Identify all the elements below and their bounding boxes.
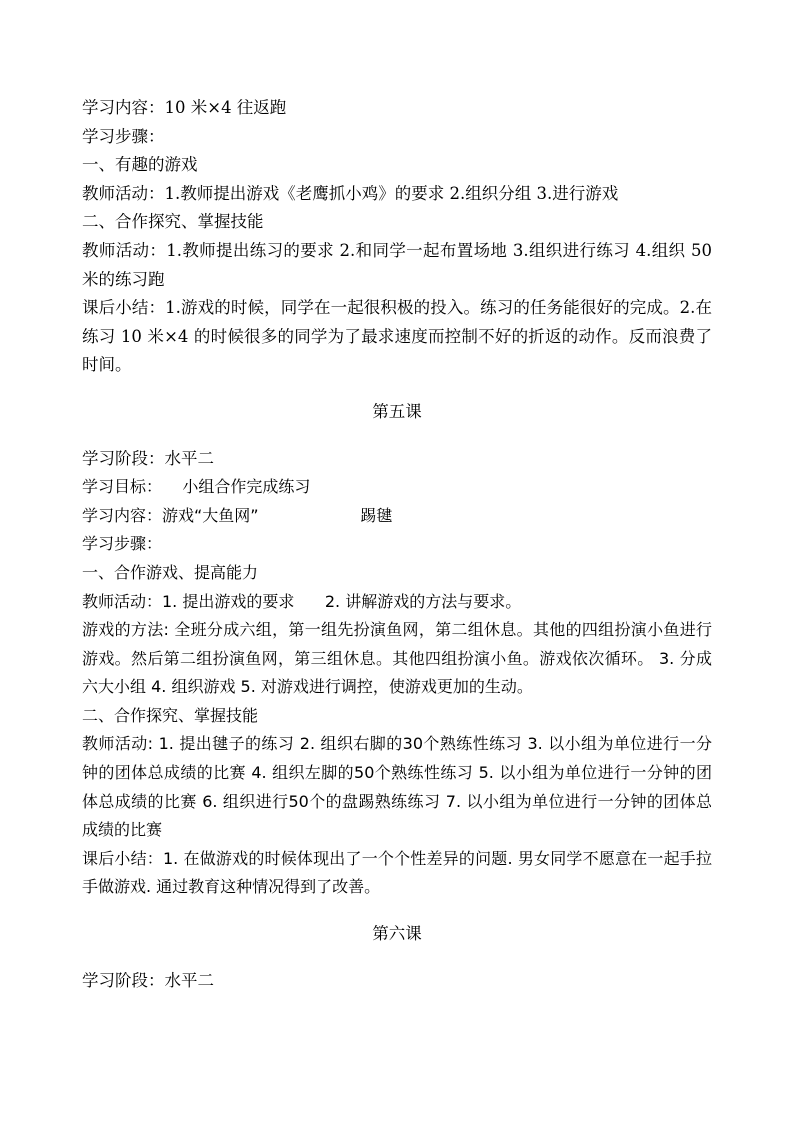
lesson6-stage: 学习阶段：水平二 <box>82 970 214 990</box>
lesson5-steps-label: 学习步骤： <box>82 534 163 554</box>
lesson5-content: 学习内容：游戏“大鱼网” 踢毽 <box>82 505 393 525</box>
lesson5-stage: 学习阶段：水平二 <box>82 448 214 468</box>
lesson5-goal: 学习目标： 小组合作完成练习 <box>82 477 311 497</box>
lesson4-step2-activity: 教师活动：1.教师提出练习的要求 2.和同学一起布置场地 3.组织进行练习 4.组织 50 米的练习跑 <box>82 240 712 289</box>
lesson5-summary: 课后小结：1. 在做游戏的时候体现出了一个个性差异的问题. 男女同学不愿意在一起手拉手做游戏. 通过教育这种情况得到了改善。 <box>82 848 712 897</box>
lesson4-step2-title: 二、合作探究、掌握技能 <box>82 212 264 232</box>
lesson5-step2-activity: 教师活动: 1. 提出毽子的练习 2. 组织右脚的30个熟练性练习 3. 以小组为单位进行一分钟的团体总成绩的比赛 4. 组织左脚的50个熟练性练习 5. 以小组为单位进行一分钟的团体总成绩的比赛 6. 组织进行50个的盘踢熟练练习 7. 以小组为单位进行一分钟的团体总成绩的比赛 <box>82 734 712 840</box>
lesson5-game-method: 游戏的方法: 全班分成六组，第一组先扮演鱼网，第二组休息。其他的四组扮演小鱼进行游戏。然后第二组扮演鱼网，第三组休息。其他四组扮演小鱼。游戏依次循环。 3. 分成六大小组 4. 组织游戏 5. 对游戏进行调控，使游戏更加的生动。 <box>82 620 712 697</box>
lesson4-step1-title: 一、有趣的游戏 <box>82 155 198 175</box>
lesson5-step1-activity: 教师活动：1. 提出游戏的要求 2. 讲解游戏的方法与要求。 <box>82 591 522 611</box>
lesson5-step1-title: 一、合作游戏、提高能力 <box>82 562 259 582</box>
lesson5-title: 第五课 <box>372 401 422 421</box>
lesson5-step2-title: 二、合作探究、掌握技能 <box>82 705 259 725</box>
lesson4-summary: 课后小结：1.游戏的时候，同学在一起很积极的投入。练习的任务能很好的完成。2.在练习 10 米×4 的时候很多的同学为了最求速度而控制不好的折返的动作。反而浪费了时间。 <box>82 298 712 375</box>
lesson4-content: 学习内容：10 米×4 往返跑 <box>82 98 287 117</box>
lesson4-step1-activity: 教师活动：1.教师提出游戏《老鹰抓小鸡》的要求 2.组织分组 3.进行游戏 <box>82 183 619 203</box>
lesson4-steps-label: 学习步骤： <box>82 126 165 146</box>
lesson6-title: 第六课 <box>372 924 422 944</box>
